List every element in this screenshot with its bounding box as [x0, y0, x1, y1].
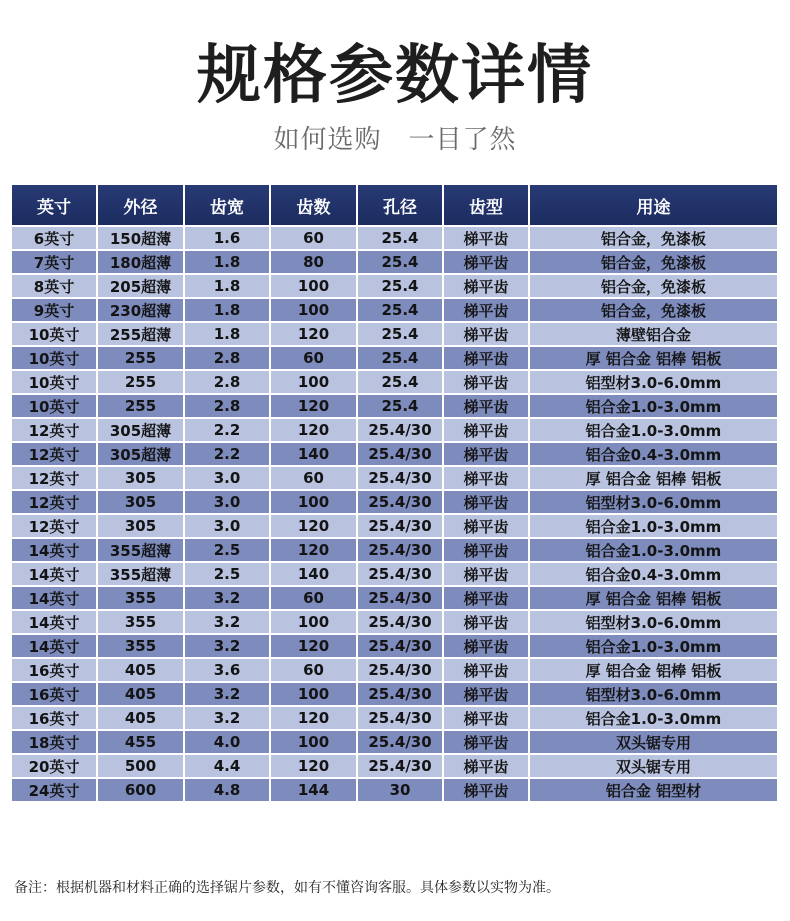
cell-bore: 25.4/30	[357, 682, 443, 706]
cell-outer-diameter: 405	[97, 706, 184, 730]
cell-usage: 厚 铝合金 铝棒 铝板	[529, 466, 778, 490]
cell-tooth-count: 140	[270, 442, 357, 466]
cell-tooth-width: 1.8	[184, 274, 270, 298]
table-row	[11, 634, 778, 658]
cell-tooth-width: 1.8	[184, 322, 270, 346]
table-row	[11, 586, 778, 610]
cell-bore: 25.4	[357, 250, 443, 274]
cell-inch: 12英寸	[11, 490, 97, 514]
table-row	[11, 418, 778, 442]
cell-usage: 铝型材3.0-6.0mm	[529, 490, 778, 514]
cell-outer-diameter: 255	[97, 346, 184, 370]
cell-bore: 25.4	[357, 274, 443, 298]
cell-bore: 25.4/30	[357, 562, 443, 586]
cell-outer-diameter: 205超薄	[97, 274, 184, 298]
cell-outer-diameter: 600	[97, 778, 184, 802]
cell-outer-diameter: 355	[97, 586, 184, 610]
cell-tooth-count: 120	[270, 394, 357, 418]
table-row	[11, 274, 778, 298]
cell-tooth-type: 梯平齿	[443, 442, 529, 466]
cell-bore: 25.4	[357, 322, 443, 346]
header-outer-diameter: 外径	[97, 184, 184, 226]
cell-tooth-width: 1.8	[184, 298, 270, 322]
header-tooth-count: 齿数	[270, 184, 357, 226]
cell-bore: 25.4/30	[357, 442, 443, 466]
cell-tooth-width: 3.2	[184, 682, 270, 706]
table-row	[11, 394, 778, 418]
header-row	[11, 184, 778, 226]
cell-bore: 25.4/30	[357, 538, 443, 562]
table-row	[11, 298, 778, 322]
cell-usage: 双头锯专用	[529, 754, 778, 778]
cell-tooth-width: 3.0	[184, 490, 270, 514]
cell-usage: 铝型材3.0-6.0mm	[529, 370, 778, 394]
cell-tooth-count: 120	[270, 754, 357, 778]
cell-outer-diameter: 255	[97, 394, 184, 418]
cell-usage: 铝合金0.4-3.0mm	[529, 562, 778, 586]
cell-inch: 14英寸	[11, 610, 97, 634]
cell-bore: 25.4	[357, 394, 443, 418]
cell-tooth-count: 60	[270, 226, 357, 250]
cell-inch: 14英寸	[11, 562, 97, 586]
cell-tooth-width: 2.8	[184, 346, 270, 370]
table-row	[11, 730, 778, 754]
cell-tooth-type: 梯平齿	[443, 754, 529, 778]
cell-tooth-type: 梯平齿	[443, 370, 529, 394]
table-row	[11, 466, 778, 490]
cell-tooth-type: 梯平齿	[443, 514, 529, 538]
cell-tooth-width: 3.6	[184, 658, 270, 682]
cell-outer-diameter: 455	[97, 730, 184, 754]
cell-tooth-width: 3.0	[184, 514, 270, 538]
cell-inch: 12英寸	[11, 466, 97, 490]
cell-inch: 12英寸	[11, 514, 97, 538]
cell-outer-diameter: 355超薄	[97, 562, 184, 586]
cell-outer-diameter: 405	[97, 658, 184, 682]
table-row	[11, 610, 778, 634]
cell-inch: 10英寸	[11, 346, 97, 370]
cell-tooth-type: 梯平齿	[443, 610, 529, 634]
cell-usage: 厚 铝合金 铝棒 铝板	[529, 586, 778, 610]
cell-outer-diameter: 150超薄	[97, 226, 184, 250]
cell-tooth-type: 梯平齿	[443, 562, 529, 586]
cell-tooth-type: 梯平齿	[443, 730, 529, 754]
cell-tooth-width: 1.8	[184, 250, 270, 274]
cell-tooth-type: 梯平齿	[443, 346, 529, 370]
cell-usage: 厚 铝合金 铝棒 铝板	[529, 346, 778, 370]
cell-outer-diameter: 355	[97, 610, 184, 634]
cell-tooth-type: 梯平齿	[443, 322, 529, 346]
cell-tooth-type: 梯平齿	[443, 490, 529, 514]
cell-tooth-width: 4.8	[184, 778, 270, 802]
cell-tooth-type: 梯平齿	[443, 418, 529, 442]
cell-outer-diameter: 180超薄	[97, 250, 184, 274]
table-row	[11, 562, 778, 586]
cell-tooth-count: 120	[270, 514, 357, 538]
cell-usage: 薄壁铝合金	[529, 322, 778, 346]
cell-tooth-count: 100	[270, 298, 357, 322]
cell-usage: 铝合金1.0-3.0mm	[529, 538, 778, 562]
table-row	[11, 706, 778, 730]
cell-bore: 25.4/30	[357, 754, 443, 778]
cell-bore: 25.4/30	[357, 658, 443, 682]
cell-tooth-count: 100	[270, 274, 357, 298]
cell-tooth-width: 3.2	[184, 634, 270, 658]
cell-tooth-count: 100	[270, 730, 357, 754]
cell-inch: 7英寸	[11, 250, 97, 274]
cell-tooth-count: 120	[270, 418, 357, 442]
cell-usage: 铝型材3.0-6.0mm	[529, 610, 778, 634]
cell-inch: 10英寸	[11, 394, 97, 418]
table-row	[11, 658, 778, 682]
cell-tooth-count: 100	[270, 370, 357, 394]
cell-inch: 16英寸	[11, 682, 97, 706]
cell-usage: 铝合金1.0-3.0mm	[529, 418, 778, 442]
cell-inch: 8英寸	[11, 274, 97, 298]
cell-tooth-type: 梯平齿	[443, 634, 529, 658]
cell-outer-diameter: 305	[97, 514, 184, 538]
cell-inch: 14英寸	[11, 586, 97, 610]
table-row	[11, 682, 778, 706]
cell-tooth-width: 2.2	[184, 442, 270, 466]
cell-tooth-count: 120	[270, 706, 357, 730]
cell-tooth-width: 1.6	[184, 226, 270, 250]
table-row	[11, 778, 778, 802]
cell-tooth-count: 60	[270, 346, 357, 370]
cell-tooth-width: 2.2	[184, 418, 270, 442]
cell-tooth-count: 60	[270, 466, 357, 490]
table-row	[11, 370, 778, 394]
cell-usage: 铝型材3.0-6.0mm	[529, 682, 778, 706]
table-row	[11, 514, 778, 538]
cell-inch: 14英寸	[11, 634, 97, 658]
cell-tooth-count: 120	[270, 322, 357, 346]
cell-inch: 10英寸	[11, 370, 97, 394]
cell-tooth-type: 梯平齿	[443, 394, 529, 418]
cell-tooth-type: 梯平齿	[443, 274, 529, 298]
cell-tooth-count: 140	[270, 562, 357, 586]
cell-tooth-width: 3.2	[184, 586, 270, 610]
table-row	[11, 346, 778, 370]
cell-tooth-type: 梯平齿	[443, 706, 529, 730]
table-row	[11, 442, 778, 466]
cell-inch: 18英寸	[11, 730, 97, 754]
cell-tooth-count: 60	[270, 586, 357, 610]
cell-tooth-width: 2.5	[184, 562, 270, 586]
cell-tooth-width: 3.0	[184, 466, 270, 490]
cell-bore: 25.4/30	[357, 586, 443, 610]
cell-outer-diameter: 305超薄	[97, 442, 184, 466]
table-row	[11, 538, 778, 562]
cell-bore: 25.4	[357, 226, 443, 250]
cell-usage: 铝合金1.0-3.0mm	[529, 634, 778, 658]
cell-inch: 9英寸	[11, 298, 97, 322]
cell-inch: 16英寸	[11, 706, 97, 730]
cell-usage: 铝合金0.4-3.0mm	[529, 442, 778, 466]
cell-tooth-width: 2.8	[184, 394, 270, 418]
cell-usage: 铝合金 铝型材	[529, 778, 778, 802]
table-row	[11, 322, 778, 346]
spec-table-container	[10, 183, 777, 803]
cell-bore: 25.4/30	[357, 490, 443, 514]
footer-note: 备注：根据机器和材料正确的选择锯片参数，如有不懂咨询客服。具体参数以实物为准。	[14, 880, 560, 896]
cell-tooth-type: 梯平齿	[443, 466, 529, 490]
cell-tooth-width: 3.2	[184, 610, 270, 634]
spec-table-header	[11, 184, 778, 226]
cell-tooth-count: 100	[270, 682, 357, 706]
cell-usage: 铝合金1.0-3.0mm	[529, 394, 778, 418]
cell-tooth-type: 梯平齿	[443, 658, 529, 682]
cell-bore: 25.4/30	[357, 418, 443, 442]
table-row	[11, 490, 778, 514]
cell-usage: 铝合金1.0-3.0mm	[529, 706, 778, 730]
cell-bore: 25.4/30	[357, 634, 443, 658]
page-subtitle: 如何选购 一目了然	[273, 125, 517, 155]
cell-tooth-type: 梯平齿	[443, 682, 529, 706]
cell-tooth-width: 4.0	[184, 730, 270, 754]
cell-tooth-type: 梯平齿	[443, 538, 529, 562]
cell-bore: 25.4/30	[357, 610, 443, 634]
cell-tooth-width: 3.2	[184, 706, 270, 730]
cell-usage: 铝合金，免漆板	[529, 274, 778, 298]
cell-bore: 25.4/30	[357, 730, 443, 754]
cell-bore: 25.4/30	[357, 514, 443, 538]
cell-inch: 12英寸	[11, 442, 97, 466]
cell-tooth-type: 梯平齿	[443, 226, 529, 250]
cell-bore: 25.4/30	[357, 466, 443, 490]
cell-bore: 25.4	[357, 370, 443, 394]
cell-outer-diameter: 255	[97, 370, 184, 394]
cell-bore: 25.4	[357, 298, 443, 322]
cell-outer-diameter: 255超薄	[97, 322, 184, 346]
cell-outer-diameter: 355	[97, 634, 184, 658]
cell-usage: 铝合金，免漆板	[529, 226, 778, 250]
spec-table-body	[11, 226, 778, 802]
spec-table	[10, 183, 779, 803]
cell-outer-diameter: 500	[97, 754, 184, 778]
cell-tooth-width: 4.4	[184, 754, 270, 778]
header-tooth-width: 齿宽	[184, 184, 270, 226]
cell-tooth-width: 2.5	[184, 538, 270, 562]
cell-usage: 铝合金1.0-3.0mm	[529, 514, 778, 538]
cell-bore: 25.4	[357, 346, 443, 370]
table-row	[11, 754, 778, 778]
cell-outer-diameter: 305超薄	[97, 418, 184, 442]
cell-tooth-width: 2.8	[184, 370, 270, 394]
cell-tooth-type: 梯平齿	[443, 250, 529, 274]
table-row	[11, 226, 778, 250]
header-tooth-type: 齿型	[443, 184, 529, 226]
cell-inch: 12英寸	[11, 418, 97, 442]
cell-outer-diameter: 355超薄	[97, 538, 184, 562]
cell-usage: 铝合金，免漆板	[529, 298, 778, 322]
cell-tooth-count: 144	[270, 778, 357, 802]
cell-usage: 双头锯专用	[529, 730, 778, 754]
cell-outer-diameter: 305	[97, 490, 184, 514]
cell-tooth-count: 80	[270, 250, 357, 274]
cell-usage: 铝合金，免漆板	[529, 250, 778, 274]
cell-inch: 14英寸	[11, 538, 97, 562]
cell-tooth-count: 100	[270, 610, 357, 634]
cell-outer-diameter: 230超薄	[97, 298, 184, 322]
cell-bore: 30	[357, 778, 443, 802]
cell-tooth-count: 100	[270, 490, 357, 514]
cell-usage: 厚 铝合金 铝棒 铝板	[529, 658, 778, 682]
cell-inch: 10英寸	[11, 322, 97, 346]
cell-tooth-type: 梯平齿	[443, 778, 529, 802]
header-usage: 用途	[529, 184, 778, 226]
header-bore: 孔径	[357, 184, 443, 226]
cell-outer-diameter: 405	[97, 682, 184, 706]
table-row	[11, 250, 778, 274]
cell-outer-diameter: 305	[97, 466, 184, 490]
cell-inch: 6英寸	[11, 226, 97, 250]
cell-bore: 25.4/30	[357, 706, 443, 730]
header-inch: 英寸	[11, 184, 97, 226]
cell-tooth-count: 60	[270, 658, 357, 682]
cell-inch: 20英寸	[11, 754, 97, 778]
cell-tooth-type: 梯平齿	[443, 586, 529, 610]
cell-tooth-count: 120	[270, 634, 357, 658]
cell-inch: 24英寸	[11, 778, 97, 802]
page-title: 规格参数详情	[197, 39, 593, 113]
cell-tooth-type: 梯平齿	[443, 298, 529, 322]
cell-tooth-count: 120	[270, 538, 357, 562]
cell-inch: 16英寸	[11, 658, 97, 682]
